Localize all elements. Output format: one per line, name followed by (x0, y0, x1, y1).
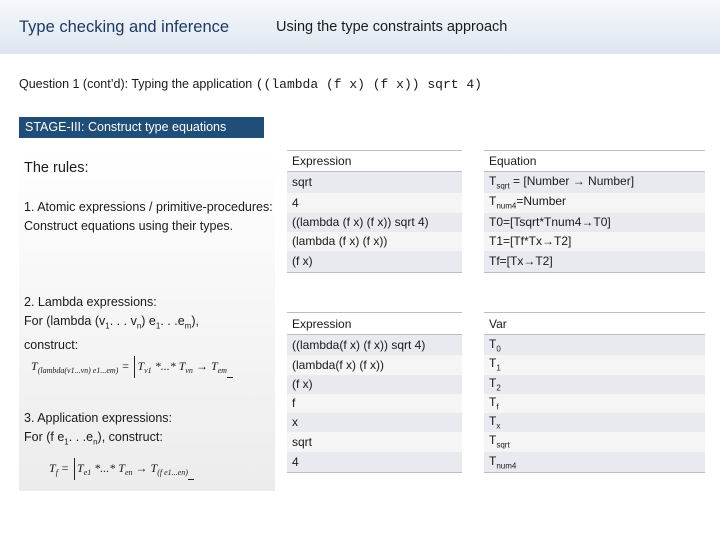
row-equation: T0=[Tsqrt*Tnum4→T0] (473, 213, 705, 232)
row-expression: (f x) (287, 375, 473, 394)
equations-header-row (287, 151, 705, 172)
rule-3 (24, 409, 274, 452)
question-code: ((lambda (f x) (f x)) sqrt 4) (255, 77, 482, 92)
row-var: $T_x$ (473, 413, 705, 432)
row-expression: f (287, 394, 473, 413)
col-expression-header: Expression (287, 151, 473, 172)
rule-2 (24, 293, 274, 355)
lambda-formula: $T_{(lambda(v1...vn) e1...em)} = T_{v1}$ *...* $T_{vn} \to T_{em}$ (31, 356, 233, 378)
rule-2-construct: construct: (24, 337, 79, 352)
stage-banner (19, 117, 264, 138)
row-expression: 4 (287, 193, 473, 213)
table-row (287, 232, 705, 251)
row-equation: $T_{sqrt}$ = [Number → Number] (473, 172, 705, 193)
title-bar (0, 0, 720, 54)
variables-table (287, 312, 705, 473)
table-row (287, 452, 705, 473)
rule-3-for: For (f $e_1$. . $.e_n$), construct: (24, 430, 163, 447)
table-row (287, 394, 705, 413)
table-row (287, 375, 705, 394)
row-expression: ((lambda (f x) (f x)) sqrt 4) (287, 213, 473, 232)
row-equation: Tf=[Tx→T2] (473, 251, 705, 273)
rules-panel (19, 151, 275, 491)
row-var: $T_1$ (473, 355, 705, 375)
table-row (287, 432, 705, 452)
row-var: $T_0$ (473, 335, 705, 355)
row-var: $T_2$ (473, 375, 705, 394)
table-row (287, 193, 705, 213)
table-row (287, 335, 705, 355)
col-var-header: Var (473, 313, 705, 335)
row-equation: $T_{num4}=Number$ (473, 193, 705, 213)
table-row (287, 355, 705, 375)
row-expression: x (287, 413, 473, 432)
application-formula: $T_f = T_{e1}$ *...* $T_{en} \to T_{(f e1...en)}$ (49, 458, 194, 480)
row-var: $T_f$ (473, 394, 705, 413)
rule-2-title: 2. Lambda expressions: (24, 295, 157, 309)
rule-1-text: Construct equations using their types. (24, 219, 234, 233)
stage-text: Construct type equations (87, 120, 227, 134)
equations-table (287, 150, 705, 273)
row-var: $T_{sqrt}$ (473, 432, 705, 452)
rule-2-for: For (lambda ($v_1$. . . $v_n$) $e_1$. . $.e_m$), (24, 314, 199, 331)
table-row (287, 413, 705, 432)
table-row (287, 213, 705, 232)
variables-header-row (287, 313, 705, 335)
question-label: Question 1 (cont’d): Typing the application (19, 77, 253, 91)
row-expression: ((lambda(f x) (f x)) sqrt 4) (287, 335, 473, 355)
row-var: $T_{num4}$ (473, 452, 705, 473)
row-expression: (f x) (287, 251, 473, 273)
rule-1 (24, 198, 274, 236)
col-equation-header: Equation (473, 151, 705, 172)
row-expression: sqrt (287, 432, 473, 452)
row-expression: (lambda(f x) (f x)) (287, 355, 473, 375)
row-expression: (lambda (f x) (f x)) (287, 232, 473, 251)
table-row (287, 172, 705, 193)
stage-prefix: STAGE-III: (25, 120, 85, 134)
row-expression: sqrt (287, 172, 473, 193)
rule-3-title: 3. Application expressions: (24, 411, 173, 425)
table-row (287, 251, 705, 273)
rule-1-title: 1. Atomic expressions / primitive-procedures: (24, 200, 273, 214)
slide-subtitle: Using the type constraints approach (276, 19, 508, 35)
row-equation: T1=[Tf*Tx→T2] (473, 232, 705, 251)
col-expression-header: Expression (287, 313, 473, 335)
question-line (19, 77, 482, 92)
row-expression: 4 (287, 452, 473, 473)
rules-heading: The rules: (24, 160, 89, 176)
slide-title: Type checking and inference (19, 18, 230, 36)
